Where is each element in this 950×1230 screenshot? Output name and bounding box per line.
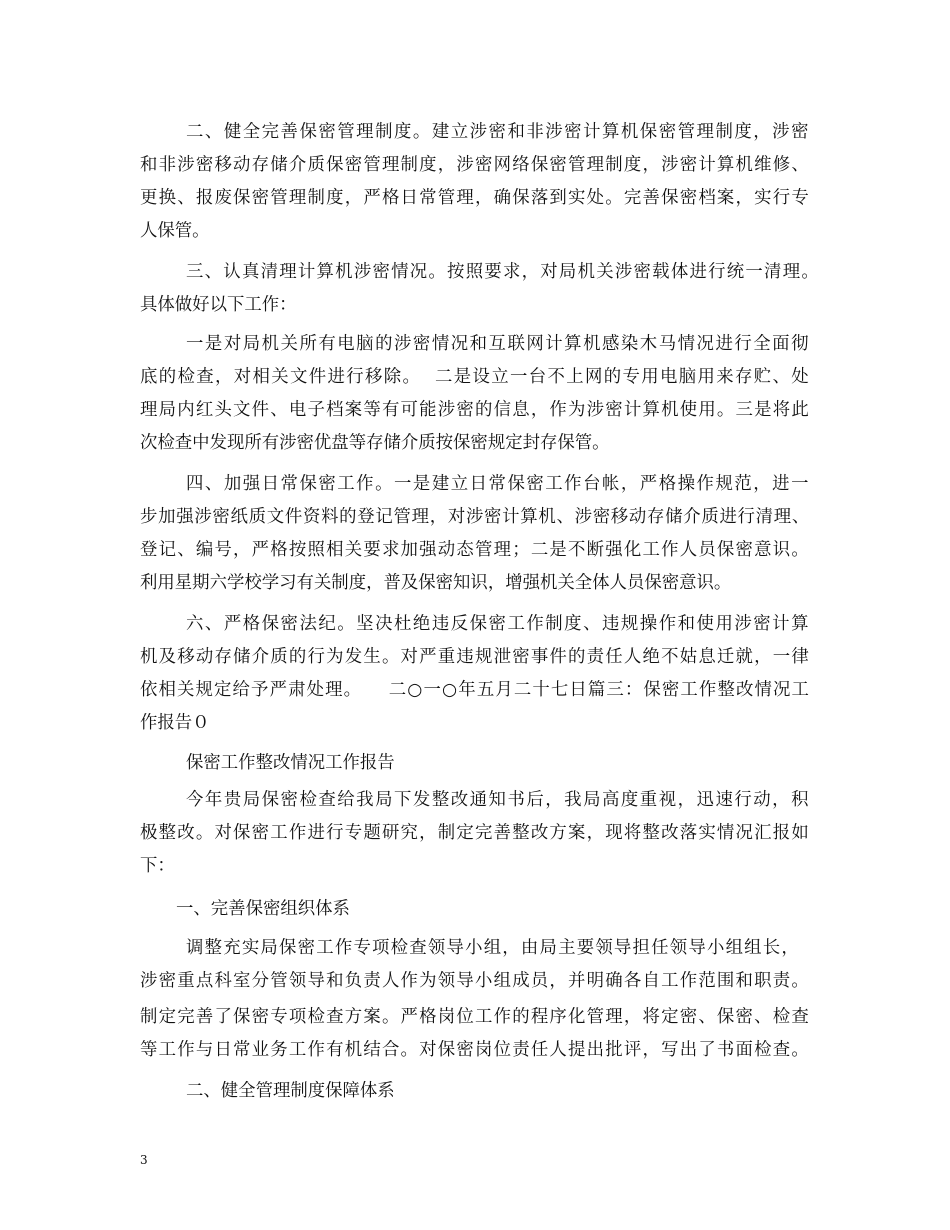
text-line: 二、健全完善保密管理制度。建立涉密和非涉密计算机保密管理制度，涉密 [186, 122, 810, 142]
text-line: 一是对局机关所有电脑的涉密情况和互联网计算机感染木马情况进行全面彻 [186, 334, 810, 354]
text-line: 下： [140, 856, 175, 876]
text-line: 和非涉密移动存储介质保密管理制度，涉密网络保密管理制度，涉密计算机维修、 [140, 155, 810, 175]
text-line: 依相关规定给予严肃处理。 二○一○年五月二十七日篇三：保密工作整改情况工 [140, 680, 810, 700]
text-line: 四、加强日常保密工作。一是建立日常保密工作台帐，严格操作规范，进一 [186, 474, 810, 494]
text-line: 六、严格保密法纪。坚决杜绝违反保密工作制度、违规操作和使用涉密计算 [186, 614, 810, 634]
text-line: 底的检查，对相关文件进行移除。 二是设立一台不上网的专用电脑用来存贮、处 [140, 367, 810, 387]
page-number: 3 [140, 1153, 148, 1167]
text-line: 具体做好以下工作： [140, 295, 297, 315]
section-heading: 一、完善保密组织体系 [176, 899, 350, 919]
text-line: 今年贵局保密检查给我局下发整改通知书后，我局高度重视，迅速行动，积 [186, 790, 810, 810]
text-line: 三、认真清理计算机涉密情况。按照要求，对局机关涉密载体进行统一清理。 [186, 262, 820, 282]
text-line: 登记、编号，严格按照相关要求加强动态管理；二是不断强化工作人员保密意识。 [140, 540, 810, 560]
text-line: 利用星期六学校学习有关制度，普及保密知识，增强机关全体人员保密意识。 [140, 573, 732, 593]
text-line: 理局内红头文件、电子档案等有可能涉密的信息，作为涉密计算机使用。三是将此 [140, 400, 810, 420]
text-line: 次检查中发现所有涉密优盘等存储介质按保密规定封存保管。 [140, 433, 610, 453]
text-line: 人保管。 [140, 221, 210, 241]
text-line: 调整充实局保密工作专项检查领导小组，由局主要领导担任领导小组组长， [186, 938, 800, 958]
text-line: 步加强涉密纸质文件资料的登记管理，对涉密计算机、涉密移动存储介质进行清理、 [140, 507, 810, 527]
text-line: 等工作与日常业务工作有机结合。对保密岗位责任人提出批评，写出了书面检查。 [140, 1040, 810, 1060]
text-line: 涉密重点科室分管领导和负责人作为领导小组成员，并明确各自工作范围和职责。 [140, 971, 810, 991]
text-line: 极整改。对保密工作进行专题研究，制定完善整改方案，现将整改落实情况汇报如 [140, 823, 810, 843]
section-heading: 二、健全管理制度保障体系 [186, 1081, 395, 1101]
text-line: 机及移动存储介质的行为发生。对严重违规泄密事件的责任人绝不姑息迁就，一律 [140, 647, 810, 667]
text-line: 制定完善了保密专项检查方案。严格岗位工作的程序化管理，将定密、保密、检查 [140, 1007, 810, 1027]
document-heading: 保密工作整改情况工作报告 [186, 753, 395, 773]
text-line: 作报告０ [140, 713, 210, 733]
text-line: 更换、报废保密管理制度，严格日常管理，确保落到实处。完善保密档案，实行专 [140, 188, 810, 208]
